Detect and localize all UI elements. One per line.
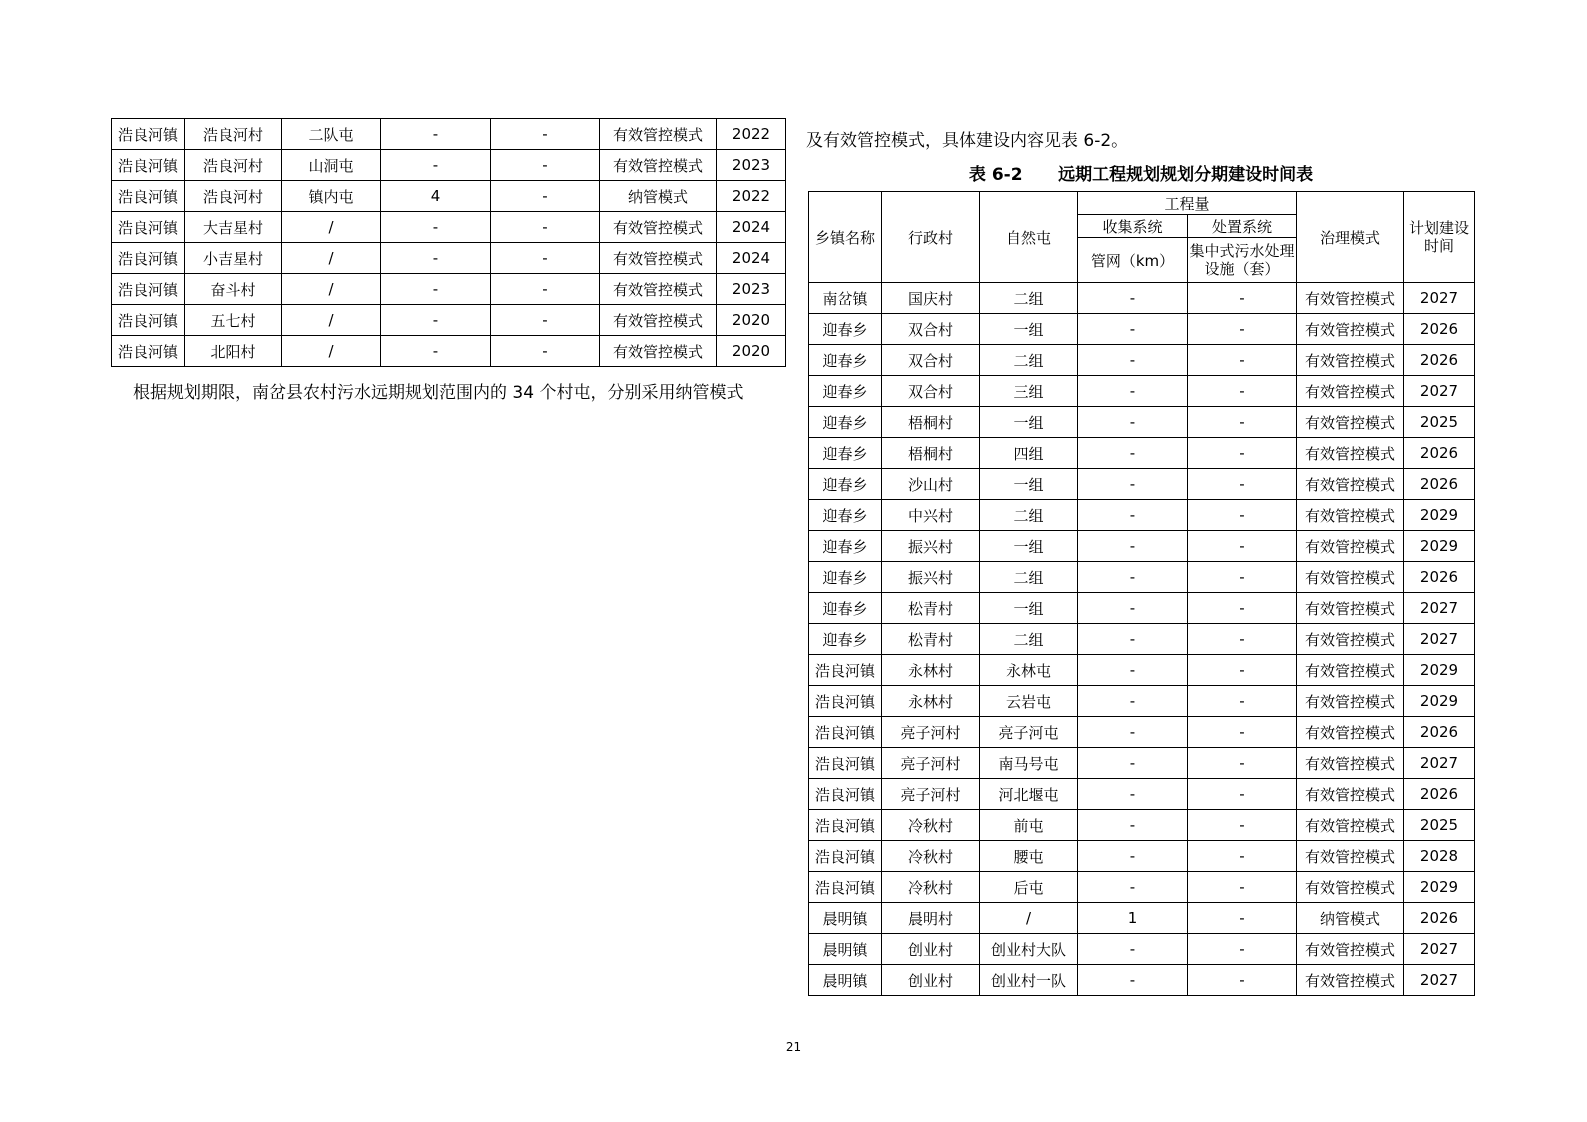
table-cell: - <box>1078 314 1188 345</box>
table-cell: 创业村一队 <box>980 965 1078 996</box>
table-row <box>809 407 1475 438</box>
table-cell: 浩良河镇 <box>809 717 882 748</box>
table-cell: 云岩屯 <box>980 686 1078 717</box>
table-cell: 晨明镇 <box>809 965 882 996</box>
table-cell: 2029 <box>1404 686 1475 717</box>
table-cell: 浩良河镇 <box>112 212 185 243</box>
table-cell: - <box>491 150 600 181</box>
table-cell: 松青村 <box>882 624 980 655</box>
right-table-header <box>809 192 1475 283</box>
table-cell: - <box>1078 748 1188 779</box>
table-cell: 2020 <box>717 336 786 367</box>
table-cell: 南岔镇 <box>809 283 882 314</box>
table-cell: 有效管控模式 <box>600 336 717 367</box>
table-cell: 浩良河镇 <box>809 748 882 779</box>
table-row <box>809 593 1475 624</box>
table-cell: 二组 <box>980 345 1078 376</box>
table-cell: 创业村 <box>882 965 980 996</box>
table-cell: 亮子河村 <box>882 779 980 810</box>
table-cell: 振兴村 <box>882 531 980 562</box>
table-row <box>809 934 1475 965</box>
table-cell: 2026 <box>1404 903 1475 934</box>
table-cell: - <box>1078 376 1188 407</box>
table-cell: 有效管控模式 <box>1297 686 1404 717</box>
table-cell: 2026 <box>1404 562 1475 593</box>
table-cell: 奋斗村 <box>185 274 282 305</box>
table-cell: 2029 <box>1404 531 1475 562</box>
table-cell: 有效管控模式 <box>1297 810 1404 841</box>
table-row <box>809 779 1475 810</box>
table-cell: 2022 <box>717 119 786 150</box>
table-cell: 有效管控模式 <box>1297 748 1404 779</box>
table-cell: 浩良河镇 <box>112 243 185 274</box>
header-treatment: 处置系统 <box>1188 215 1297 238</box>
table-row <box>809 748 1475 779</box>
right-table-body <box>809 283 1475 996</box>
table-cell: - <box>1078 965 1188 996</box>
table-cell: 有效管控模式 <box>600 212 717 243</box>
table-cell: 迎春乡 <box>809 376 882 407</box>
header-facility: 集中式污水处理设施（套） <box>1188 238 1297 283</box>
table-cell: 二组 <box>980 562 1078 593</box>
table-cell: 一组 <box>980 469 1078 500</box>
table-row <box>112 305 786 336</box>
table-cell: 有效管控模式 <box>600 150 717 181</box>
table-cell: 2026 <box>1404 345 1475 376</box>
table-cell: 小吉星村 <box>185 243 282 274</box>
table-cell: - <box>1078 779 1188 810</box>
table-cell: - <box>491 305 600 336</box>
table-row <box>809 841 1475 872</box>
table-row <box>112 212 786 243</box>
table-row <box>112 181 786 212</box>
table-cell: 2029 <box>1404 500 1475 531</box>
table-cell: 一组 <box>980 407 1078 438</box>
table-cell: - <box>1188 872 1297 903</box>
table-cell: - <box>1078 438 1188 469</box>
left-table-body <box>112 119 786 367</box>
table-cell: 浩良河镇 <box>809 655 882 686</box>
table-cell: 浩良河镇 <box>112 181 185 212</box>
table-row <box>809 283 1475 314</box>
table-cell: 山洞屯 <box>282 150 381 181</box>
table-cell: - <box>1078 562 1188 593</box>
table-cell: 创业村 <box>882 934 980 965</box>
table-cell: - <box>1188 593 1297 624</box>
table-cell: / <box>282 243 381 274</box>
table-cell: - <box>1188 562 1297 593</box>
table-cell: 迎春乡 <box>809 500 882 531</box>
left-table <box>111 118 786 367</box>
table-cell: 2020 <box>717 305 786 336</box>
table-cell: 2026 <box>1404 314 1475 345</box>
table-cell: 有效管控模式 <box>1297 314 1404 345</box>
table-cell: 2028 <box>1404 841 1475 872</box>
table-cell: - <box>1078 934 1188 965</box>
table-cell: / <box>980 903 1078 934</box>
table-cell: - <box>1188 376 1297 407</box>
table-row <box>809 314 1475 345</box>
table-cell: 浩良河镇 <box>112 150 185 181</box>
table-cell: 迎春乡 <box>809 593 882 624</box>
table-row <box>809 872 1475 903</box>
table-cell: 2024 <box>717 212 786 243</box>
header-quantity: 工程量 <box>1078 192 1297 215</box>
table-cell: - <box>1188 841 1297 872</box>
table-cell: - <box>1078 717 1188 748</box>
table-cell: - <box>491 212 600 243</box>
header-village: 行政村 <box>882 192 980 283</box>
table-cell: 浩良河镇 <box>809 779 882 810</box>
table-cell: 振兴村 <box>882 562 980 593</box>
table-cell: 浩良河镇 <box>112 119 185 150</box>
table-row <box>809 655 1475 686</box>
table-cell: - <box>1188 779 1297 810</box>
table-row <box>809 438 1475 469</box>
table-cell: 亮子河屯 <box>980 717 1078 748</box>
table-cell: 亮子河村 <box>882 717 980 748</box>
table-cell: 冷秋村 <box>882 872 980 903</box>
table-cell: - <box>491 243 600 274</box>
table-cell: - <box>1188 314 1297 345</box>
table-cell: - <box>1188 717 1297 748</box>
table-cell: 北阳村 <box>185 336 282 367</box>
table-row <box>809 531 1475 562</box>
table-cell: 有效管控模式 <box>1297 934 1404 965</box>
table-cell: 2026 <box>1404 438 1475 469</box>
table-cell: - <box>1078 283 1188 314</box>
table-row <box>809 686 1475 717</box>
table-cell: - <box>1078 593 1188 624</box>
table-row <box>112 336 786 367</box>
table-cell: 永林村 <box>882 655 980 686</box>
table-cell: 2025 <box>1404 810 1475 841</box>
table-cell: 迎春乡 <box>809 345 882 376</box>
table-cell: 2023 <box>717 274 786 305</box>
table-cell: 腰屯 <box>980 841 1078 872</box>
paragraph-left: 根据规划期限，南岔县农村污水远期规划范围内的 34 个村屯，分别采用纳管模式 <box>133 383 744 403</box>
table-cell: - <box>1078 531 1188 562</box>
table-cell: 2026 <box>1404 717 1475 748</box>
table-cell: 有效管控模式 <box>1297 531 1404 562</box>
table-cell: - <box>1188 407 1297 438</box>
table-cell: 2027 <box>1404 624 1475 655</box>
table-cell: 浩良河镇 <box>809 872 882 903</box>
table-cell: 2026 <box>1404 469 1475 500</box>
table-cell: 有效管控模式 <box>1297 438 1404 469</box>
table-cell: 五七村 <box>185 305 282 336</box>
table-cell: 梧桐村 <box>882 438 980 469</box>
table-cell: 有效管控模式 <box>600 119 717 150</box>
table-cell: - <box>1188 438 1297 469</box>
table-cell: 1 <box>1078 903 1188 934</box>
table-cell: 2029 <box>1404 655 1475 686</box>
table-cell: - <box>381 243 491 274</box>
table-cell: 浩良河镇 <box>112 336 185 367</box>
table-cell: 迎春乡 <box>809 314 882 345</box>
table-cell: 纳管模式 <box>1297 903 1404 934</box>
table-cell: - <box>1188 686 1297 717</box>
table-row <box>809 903 1475 934</box>
table-cell: - <box>381 274 491 305</box>
table-cell: / <box>282 274 381 305</box>
table-cell: - <box>381 150 491 181</box>
header-mode: 治理模式 <box>1297 192 1404 283</box>
table-row <box>809 965 1475 996</box>
table-row <box>809 469 1475 500</box>
table-cell: 亮子河村 <box>882 748 980 779</box>
table-cell: 迎春乡 <box>809 531 882 562</box>
table-cell: 迎春乡 <box>809 624 882 655</box>
table-cell: 有效管控模式 <box>1297 624 1404 655</box>
table-cell: 永林村 <box>882 686 980 717</box>
table-cell: 浩良河镇 <box>809 810 882 841</box>
table-cell: 浩良河村 <box>185 119 282 150</box>
table-cell: 松青村 <box>882 593 980 624</box>
table-row <box>112 150 786 181</box>
table-cell: 2024 <box>717 243 786 274</box>
table-cell: 迎春乡 <box>809 407 882 438</box>
table-cell: 2029 <box>1404 872 1475 903</box>
table-cell: - <box>491 119 600 150</box>
table-cell: - <box>1188 500 1297 531</box>
table-cell: - <box>1078 500 1188 531</box>
table-cell: 有效管控模式 <box>1297 376 1404 407</box>
table-cell: 迎春乡 <box>809 438 882 469</box>
header-town: 乡镇名称 <box>809 192 882 283</box>
table-cell: - <box>1188 965 1297 996</box>
table-cell: 梧桐村 <box>882 407 980 438</box>
paragraph-right: 及有效管控模式，具体建设内容见表 6-2。 <box>806 131 1129 151</box>
table-cell: - <box>1188 655 1297 686</box>
table-cell: 浩良河村 <box>185 150 282 181</box>
table-cell: 冷秋村 <box>882 841 980 872</box>
table-cell: 有效管控模式 <box>1297 872 1404 903</box>
table-cell: 中兴村 <box>882 500 980 531</box>
table-cell: - <box>381 305 491 336</box>
table-cell: 二组 <box>980 283 1078 314</box>
table-cell: 国庆村 <box>882 283 980 314</box>
table-cell: - <box>1188 624 1297 655</box>
table-cell: 晨明镇 <box>809 934 882 965</box>
table-cell: 有效管控模式 <box>1297 717 1404 748</box>
table-row <box>112 119 786 150</box>
table-cell: 双合村 <box>882 376 980 407</box>
table-cell: - <box>1078 655 1188 686</box>
table-cell: 有效管控模式 <box>1297 407 1404 438</box>
table-cell: 冷秋村 <box>882 810 980 841</box>
table-cell: 二组 <box>980 500 1078 531</box>
table-cell: - <box>1078 810 1188 841</box>
table-cell: 河北堰屯 <box>980 779 1078 810</box>
table-cell: 有效管控模式 <box>1297 283 1404 314</box>
table-cell: - <box>381 336 491 367</box>
table-cell: - <box>1188 283 1297 314</box>
table-cell: - <box>1078 624 1188 655</box>
table-row <box>809 376 1475 407</box>
table-title: 表 6-2 远期工程规划规划分期建设时间表 <box>968 165 1314 185</box>
table-cell: 2027 <box>1404 934 1475 965</box>
table-cell: 一组 <box>980 593 1078 624</box>
table-cell: 有效管控模式 <box>1297 562 1404 593</box>
table-cell: 创业村大队 <box>980 934 1078 965</box>
table-cell: - <box>381 119 491 150</box>
table-cell: 一组 <box>980 531 1078 562</box>
page-number: 21 <box>785 1040 802 1054</box>
table-cell: 2027 <box>1404 965 1475 996</box>
table-cell: 有效管控模式 <box>1297 500 1404 531</box>
table-cell: 有效管控模式 <box>1297 593 1404 624</box>
header-collection: 收集系统 <box>1078 215 1188 238</box>
table-cell: / <box>282 212 381 243</box>
table-cell: 浩良河村 <box>185 181 282 212</box>
table-cell: - <box>1078 841 1188 872</box>
table-cell: 双合村 <box>882 345 980 376</box>
table-cell: 2027 <box>1404 748 1475 779</box>
header-time: 计划建设时间 <box>1404 192 1475 283</box>
table-cell: 大吉星村 <box>185 212 282 243</box>
table-cell: 纳管模式 <box>600 181 717 212</box>
table-cell: 2027 <box>1404 376 1475 407</box>
table-cell: 2025 <box>1404 407 1475 438</box>
table-cell: 前屯 <box>980 810 1078 841</box>
table-cell: 永林屯 <box>980 655 1078 686</box>
table-cell: 三组 <box>980 376 1078 407</box>
table-cell: 晨明镇 <box>809 903 882 934</box>
table-cell: 镇内屯 <box>282 181 381 212</box>
table-cell: 2023 <box>717 150 786 181</box>
table-cell: 浩良河镇 <box>112 274 185 305</box>
table-cell: 一组 <box>980 314 1078 345</box>
table-cell: 2027 <box>1404 593 1475 624</box>
table-cell: - <box>1188 345 1297 376</box>
table-cell: - <box>1078 345 1188 376</box>
table-cell: 迎春乡 <box>809 562 882 593</box>
table-cell: - <box>381 212 491 243</box>
table-cell: 南马号屯 <box>980 748 1078 779</box>
table-cell: 浩良河镇 <box>809 686 882 717</box>
table-cell: 2026 <box>1404 779 1475 810</box>
table-cell: 有效管控模式 <box>1297 469 1404 500</box>
table-cell: 有效管控模式 <box>1297 965 1404 996</box>
table-cell: 二组 <box>980 624 1078 655</box>
table-row <box>809 345 1475 376</box>
table-row <box>809 810 1475 841</box>
table-cell: 2022 <box>717 181 786 212</box>
table-cell: 有效管控模式 <box>1297 345 1404 376</box>
table-cell: - <box>1188 531 1297 562</box>
table-row <box>112 274 786 305</box>
table-cell: - <box>1078 686 1188 717</box>
table-cell: 二队屯 <box>282 119 381 150</box>
table-cell: 浩良河镇 <box>809 841 882 872</box>
table-cell: 有效管控模式 <box>1297 841 1404 872</box>
table-row <box>809 500 1475 531</box>
table-cell: 有效管控模式 <box>600 274 717 305</box>
table-cell: - <box>1078 872 1188 903</box>
table-cell: / <box>282 305 381 336</box>
table-cell: - <box>1188 903 1297 934</box>
table-cell: - <box>491 336 600 367</box>
table-cell: - <box>491 274 600 305</box>
table-row <box>809 624 1475 655</box>
table-cell: 浩良河镇 <box>112 305 185 336</box>
right-table <box>808 191 1475 996</box>
table-cell: - <box>491 181 600 212</box>
table-cell: 沙山村 <box>882 469 980 500</box>
table-cell: 有效管控模式 <box>600 305 717 336</box>
table-cell: - <box>1188 934 1297 965</box>
table-cell: - <box>1078 407 1188 438</box>
header-hamlet: 自然屯 <box>980 192 1078 283</box>
table-cell: / <box>282 336 381 367</box>
table-row <box>809 562 1475 593</box>
table-cell: 4 <box>381 181 491 212</box>
table-cell: - <box>1188 810 1297 841</box>
table-cell: 有效管控模式 <box>1297 779 1404 810</box>
table-cell: 2027 <box>1404 283 1475 314</box>
table-cell: - <box>1188 748 1297 779</box>
table-cell: - <box>1078 469 1188 500</box>
table-cell: 双合村 <box>882 314 980 345</box>
table-cell: 有效管控模式 <box>1297 655 1404 686</box>
table-cell: 晨明村 <box>882 903 980 934</box>
table-row <box>809 717 1475 748</box>
table-cell: 有效管控模式 <box>600 243 717 274</box>
table-row <box>112 243 786 274</box>
header-pipe: 管网（km） <box>1078 238 1188 283</box>
table-cell: 四组 <box>980 438 1078 469</box>
table-cell: 迎春乡 <box>809 469 882 500</box>
table-cell: 后屯 <box>980 872 1078 903</box>
table-cell: - <box>1188 469 1297 500</box>
